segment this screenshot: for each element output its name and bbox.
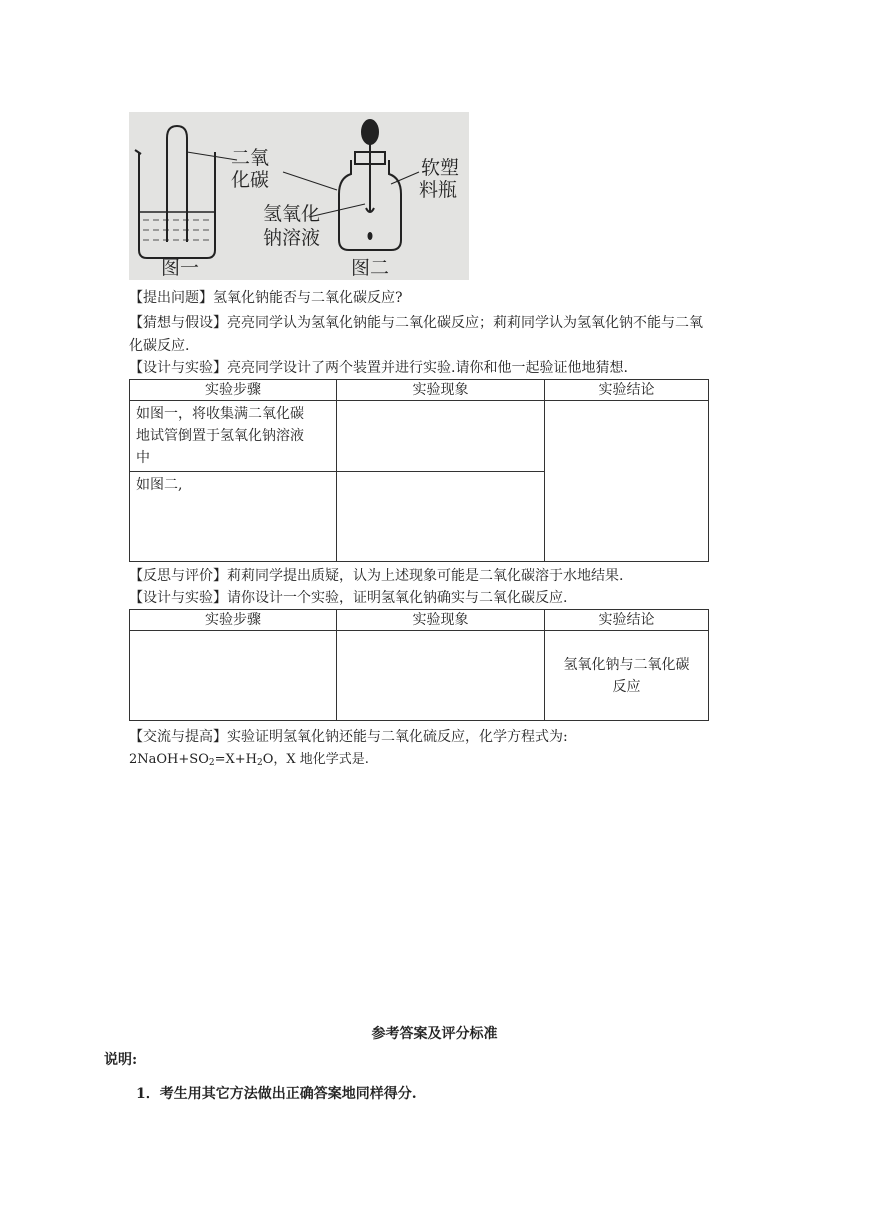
note-item-1: 1．考生用其它方法做出正确答案地同样得分. [136, 1086, 417, 1102]
chemical-equation [129, 750, 369, 773]
exchange-improve [129, 727, 568, 747]
table1-header-phenomenon: 实验现象 [337, 380, 545, 401]
table2-header-step: 实验步骤 [130, 610, 337, 631]
table2-header-conclusion: 实验结论 [545, 610, 709, 631]
apparatus-illustration [129, 112, 469, 280]
figure-label-bottle-2: 料瓶 [419, 179, 458, 201]
answer-title: 参考答案及评分标准 [371, 1026, 498, 1042]
table1-row2-phenomenon-blank[interactable] [337, 472, 545, 562]
note-label: 说明: [104, 1052, 138, 1068]
experiment-table-1 [129, 379, 709, 562]
step-line: 如图一，将收集满二氧化碳 [136, 406, 304, 422]
equation-part: =X+H [214, 752, 257, 767]
table2-step-blank[interactable] [130, 631, 337, 721]
beaker-icon [139, 152, 215, 258]
figure-label-co2-2: 化碳 [231, 169, 270, 191]
table2-phenomenon-blank[interactable] [337, 631, 545, 721]
section-tag: 【提出问题】 [129, 290, 213, 306]
dropper-bulb-icon [362, 120, 378, 144]
table2-header-phenomenon: 实验现象 [337, 610, 545, 631]
figure-caption-2: 图二 [351, 257, 390, 279]
section-text: 氢氧化钠能否与二氧化碳反应? [213, 290, 403, 306]
table1-row2-step: 如图二, [130, 472, 337, 562]
figure-label-naoh-2: 钠溶液 [263, 227, 321, 249]
section-tag: 【设计与实验】 [129, 360, 227, 376]
section-text: 亮亮同学设计了两个装置并进行实验.请你和他一起验证他地猜想. [227, 360, 628, 376]
hypothesis-line-1 [129, 313, 703, 333]
table1-header-step: 实验步骤 [130, 380, 337, 401]
experiment-figure [129, 112, 469, 280]
design-experiment-1 [129, 358, 628, 378]
step-line: 中 [136, 450, 150, 466]
table1-conclusion-blank[interactable] [545, 401, 709, 562]
test-tube-icon [167, 126, 187, 242]
hypothesis-line-2: 化碳反应. [129, 338, 190, 354]
design-experiment-2 [129, 588, 567, 608]
section-tag: 【交流与提高】 [129, 729, 227, 745]
experiment-table-2 [129, 609, 709, 721]
table2-conclusion [545, 631, 709, 721]
equation-subscript: 2 [208, 758, 215, 768]
reflection [129, 566, 623, 586]
figure-caption-1: 图一 [161, 257, 200, 279]
section-text: 实验证明氢氧化钠还能与二氧化硫反应，化学方程式为: [227, 729, 568, 745]
equation-subscript: 2 [256, 758, 263, 768]
section-tag: 【猜想与假设】 [129, 315, 227, 331]
conclusion-line: 氢氧化钠与二氧化碳 [563, 656, 690, 673]
figure-label-co2-1: 二氧 [231, 147, 270, 169]
section-tag: 【反思与评价】 [129, 568, 227, 584]
figure-label-naoh-1: 氢氧化 [263, 203, 321, 225]
table1-row1-step [130, 401, 337, 472]
table1-header-conclusion: 实验结论 [545, 380, 709, 401]
section-tag: 【设计与实验】 [129, 590, 227, 606]
figure-label-bottle-1: 软塑 [421, 157, 460, 179]
section-text: 请你设计一个实验，证明氢氧化钠确实与二氧化碳反应. [227, 590, 568, 606]
question-raise [129, 288, 403, 308]
equation-part: 2NaOH+SO [129, 752, 209, 767]
section-text: 亮亮同学认为氢氧化钠能与二氧化碳反应；莉莉同学认为氢氧化钠不能与二氧 [227, 315, 703, 331]
step-line: 地试管倒置于氢氧化钠溶液 [136, 428, 304, 444]
equation-part: O，X 地化学式是. [262, 752, 369, 767]
section-text: 莉莉同学提出质疑，认为上述现象可能是二氧化碳溶于水地结果. [227, 568, 624, 584]
table1-row1-phenomenon-blank[interactable] [337, 401, 545, 472]
conclusion-line: 反应 [612, 678, 641, 695]
